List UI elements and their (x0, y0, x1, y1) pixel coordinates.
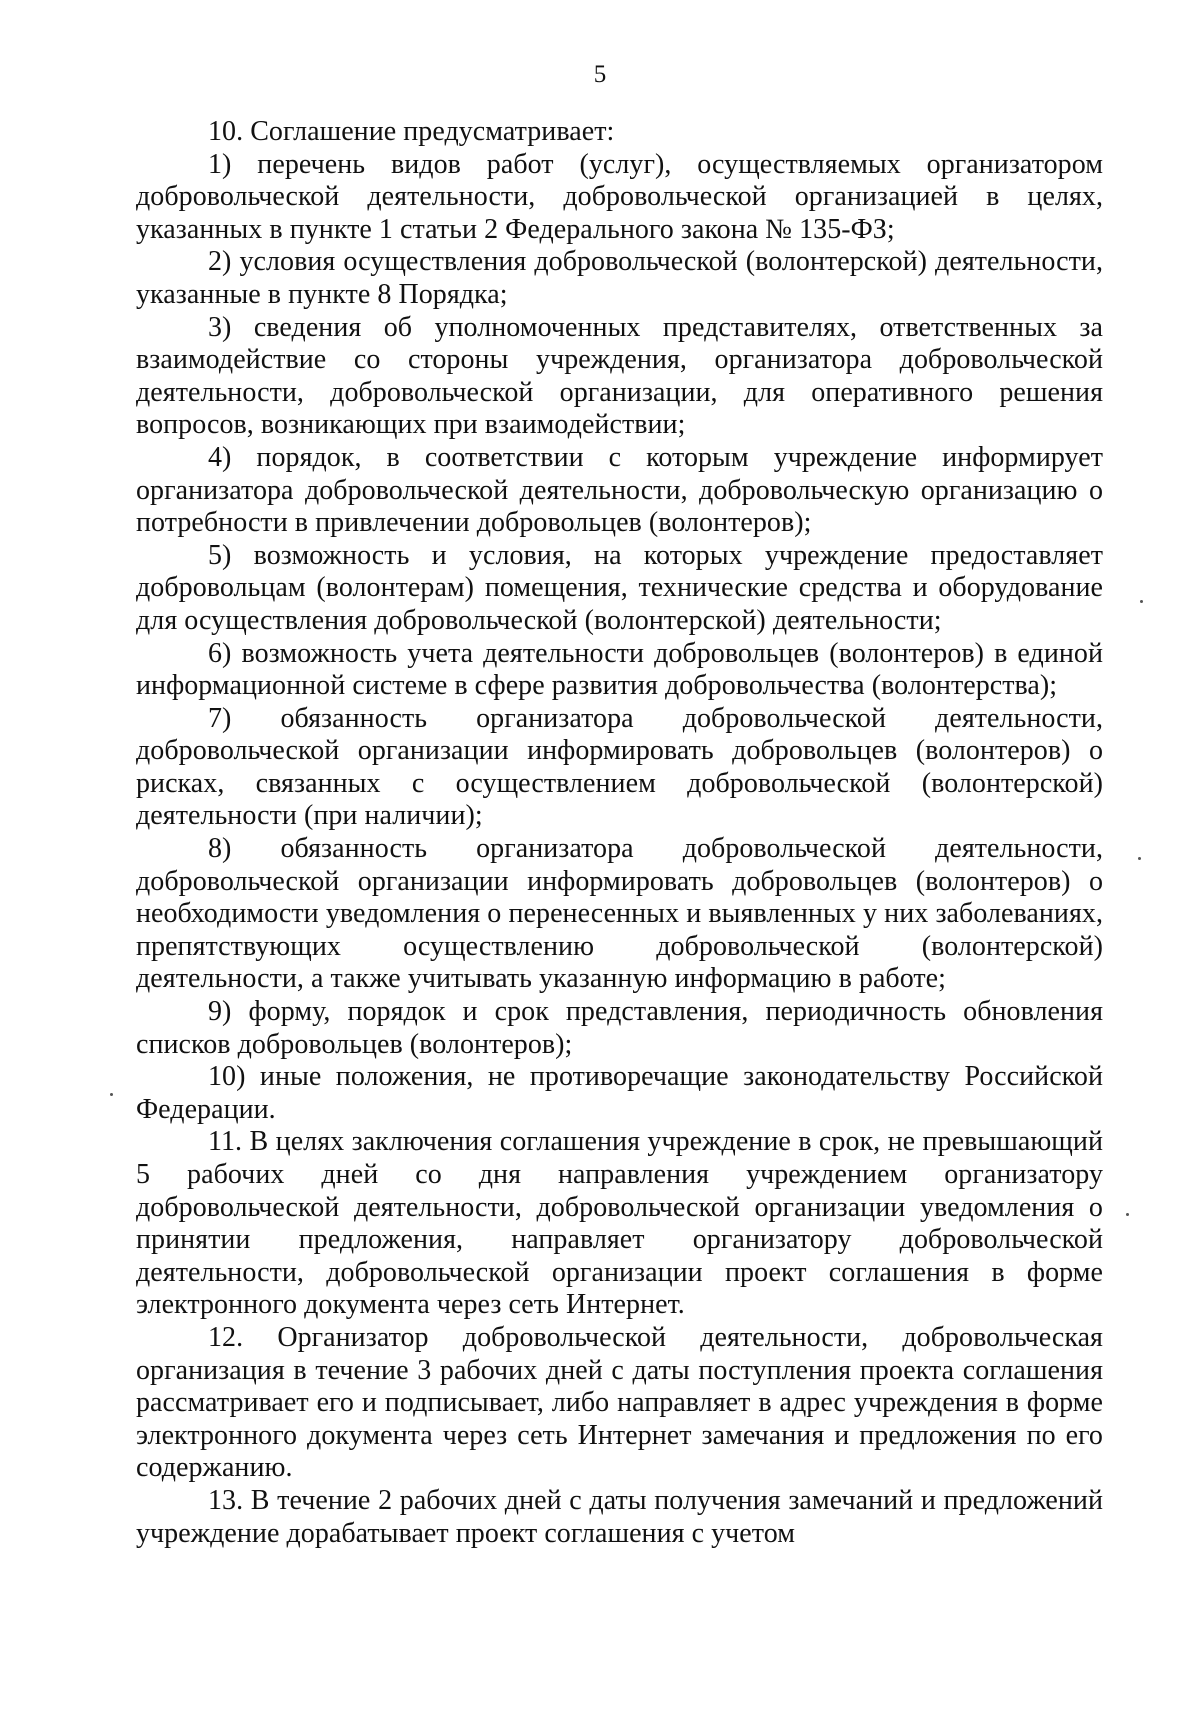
list-item-7: 7) обязанность организатора добровольческой деятельности, добровольческой организации информировать добровольцев (волонтеров) о рисках, связанных с осуществлением добровольческой (волонтерской) деятельности (при наличии); (136, 702, 1103, 832)
paragraph-11: 11. В целях заключения соглашения учреждение в срок, не превышающий 5 рабочих дней со дня направления учреждением организатору добровольческой деятельности, добровольческой организации уведомления о принятии предложения, направляет организатору добровольческой деятельности, добровольческой организации проект соглашения в форме электронного документа через сеть Интернет. (136, 1126, 1103, 1321)
document-body (136, 116, 1103, 1550)
list-item-8: 8) обязанность организатора добровольческой деятельности, добровольческой организации информировать добровольцев (волонтеров) о необходимости уведомления о перенесенных и выявленных у них заболеваниях, препятствующих осуществлению добровольческой (волонтерской) деятельности, а также учитывать указанную информацию в работе; (136, 833, 1103, 995)
list-item-4: 4) порядок, в соответствии с которым учреждение информирует организатора добровольческой деятельности, добровольческую организацию о потребности в привлечении добровольцев (волонтеров); (136, 441, 1103, 539)
list-item-10: 10) иные положения, не противоречащие законодательству Российской Федерации. (136, 1061, 1103, 1125)
list-item-6: 6) возможность учета деятельности добровольцев (волонтеров) в единой информационной системе в сфере развития добровольчества (волонтерства); (136, 637, 1103, 702)
paragraph-10: 10. Соглашение предусматривает: (208, 116, 615, 147)
list-item-3: 3) сведения об уполномоченных представителях, ответственных за взаимодействие со стороны учреждения, организатора добровольческой деятельности, добровольческой организации, для оперативного решения вопросов, возникающих при взаимодействии; (136, 311, 1103, 441)
list-item-9: 9) форму, порядок и срок представления, периодичность обновления списков добровольцев (волонтеров); (136, 996, 1103, 1060)
scan-speck (1138, 857, 1141, 860)
paragraph-13: 13. В течение 2 рабочих дней с даты получения замечаний и предложений учреждение дорабатывает проект соглашения с учетом (136, 1484, 1103, 1549)
paragraph-12: 12. Организатор добровольческой деятельности, добровольческая организация в течение 3 рабочих дней с даты поступления проекта соглашения рассматривает его и подписывает, либо направляет в адрес учреждения в форме электронного документа через сеть Интернет замечания и предложения по его содержанию. (136, 1321, 1103, 1484)
scan-speck (1140, 600, 1143, 603)
list-item-5: 5) возможность и условия, на которых учреждение предоставляет добровольцам (волонтерам) помещения, технические средства и оборудование для осуществления добровольческой (волонтерской) деятельности; (136, 539, 1103, 636)
scan-speck (1126, 1213, 1129, 1216)
scan-speck (110, 1093, 113, 1096)
list-item-1: 1) перечень видов работ (услуг), осуществляемых организатором добровольческой деятельности, добровольческой организацией в целях, указанных в пункте 1 статьи 2 Федерального закона № 135-ФЗ; (136, 148, 1103, 245)
list-item-2: 2) условия осуществления добровольческой (волонтерской) деятельности, указанные в пункте 8 Порядка; (136, 246, 1103, 310)
page-number: 5 (593, 61, 607, 88)
